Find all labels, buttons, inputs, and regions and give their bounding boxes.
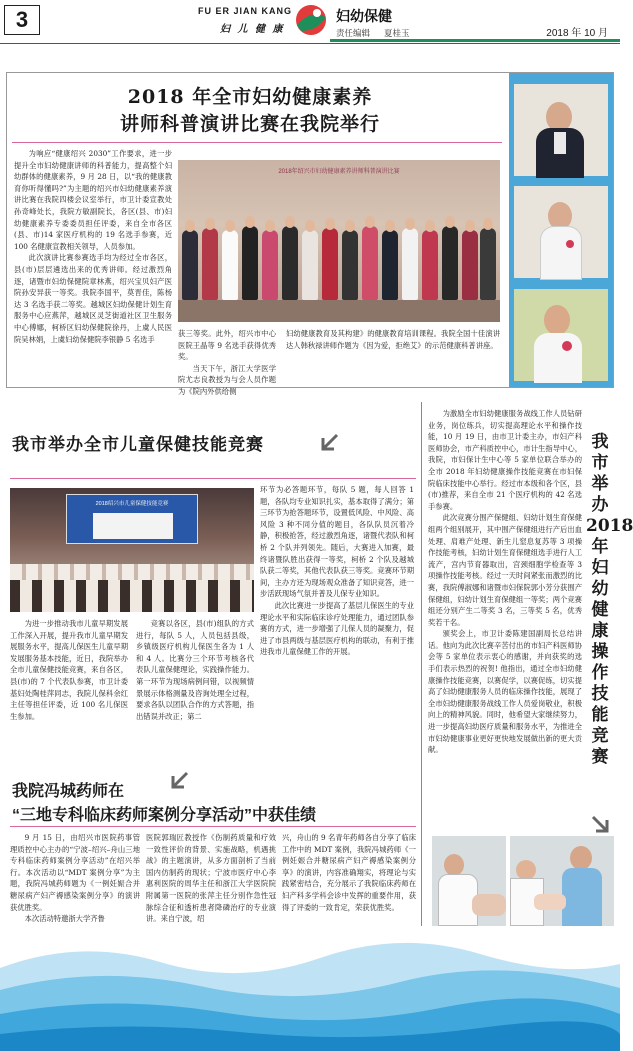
article2-column3 (260, 484, 414, 768)
projection-screen (66, 494, 198, 544)
masthead-english: FU ER JIAN KANG (198, 6, 293, 16)
article1-column2 (178, 328, 276, 396)
article4-rule (10, 826, 416, 827)
article2-rule (10, 478, 416, 479)
editor-label: 责任编辑 (336, 28, 371, 38)
competition-photo-left (432, 836, 506, 926)
page-header (0, 0, 620, 44)
speaker-photo-3 (514, 289, 608, 381)
article4-title-line1: 我院冯城药师在 (12, 783, 125, 800)
column-divider (421, 402, 422, 926)
article3-col1-para3: 颁奖会上，市卫计委陈建国副局长总结讲话。他向为此次比赛辛苦付出的市妇产科医师协会等 5 家单位表示衷心的感谢，并向获奖的选手们表示热烈的祝贺! 他指出，通过全市妇幼健康操作技能竞赛，以赛促学，以赛促练，切实提高了妇幼健康服务人员的临床操作技能，展现了全市妇幼健康服务战线工作人员爱岗敬业，积极向上的精神风貌。同时，他希望大家继续努力，进一步提高妇幼医疗质量和服务水平，为推进全市妇幼健康事业更好更快地发展做出新的更大贡献。 (428, 629, 582, 755)
article1-col2-para1: 获三等奖。此外，绍兴市中心医院王晶等 9 名选手获得优秀奖。 (178, 329, 276, 362)
group-photo-banner: 2018年绍兴市妇幼健康素养讲师科普演讲比赛 (278, 169, 400, 175)
article4-col3-para1: 兴，舟山的 9 名青年药师各自分享了临床工作中的 MDT 案例，我院冯城药师《一例妊娠合并糖尿病产妇产褥感染案例分享》的演讲，内容准确翔实，将理论与实践紧密结合，充分展示了我院临床药师在妇产科多学科会诊中发挥的重要作用，获得了评委的一致肯定，荣获优胜奖。 (282, 833, 416, 912)
article2-column1 (10, 618, 128, 768)
article4-column2 (146, 832, 276, 928)
logo-icon (293, 3, 329, 37)
article1-column1 (14, 148, 172, 384)
article3-col1-para2: 此次竞赛分围产保健组、妇幼计划生育保健组两个组别展开，其中围产保健组进行产后出血处理、肩难产处理、新生儿窒息复苏等 3 项操作技能考核，妇幼计划生育保健组选手进行人工流产，宫内节育器取出，宫颈细胞学检查等 3 项操作技能考核。经过一天时间紧张而激烈的比赛，我院傅淑娜和诸暨市妇保院郭小芳分获围产保健组，妇幼计划生育保健组一等奖；两个竞赛组还分别产生二等奖 3 名，三等奖 5 名，优秀奖若干名。 (428, 513, 582, 627)
article4-col2-para1: 医院郭瑞匠教授作《伤制药质量和疗效一致性评价的背景、实施战略，机遇挑战》的主题演讲，从多方面剖析了当前国内仿制药的现状；宁波市医疗中心李惠利医院的周华主任和浙江大学医院院附属第一医院的张萍主任分别作急性冠脉综合征和透析患者降磷治疗的专业演讲。来自宁波，绍 (146, 833, 276, 924)
arrow-down-right-icon (590, 814, 612, 836)
article1-title-line2: 讲师科普演讲比赛在我院举行 (119, 113, 380, 135)
article1-column3 (286, 328, 500, 384)
decorative-wave-footer (0, 928, 620, 1051)
article1-rule (12, 142, 502, 143)
article4-col1-para2: 本次活动特邀浙大学齐鲁 (24, 914, 105, 924)
group-award-photo (178, 160, 500, 322)
article1-col1-para1: 为响应“健康绍兴 2030”工作要求，进一步提升全市妇幼健康讲师的科普能力，提高整个妇幼群体的健康素养，9 月 28 日，以“我的健康教育你听得懂吗?”为主题的绍兴市妇幼健康素养演讲比赛在我院四楼会议室举行，市卫计委宣教处孙奇峰处长，我院方敏副院长，各区(县、市)妇幼健康素养专委委员担任评委，来自全市各区(县、市)14 家医疗机构的 19 名选手参赛，近 100 名健康宣教相关领导，人员参加。 (14, 149, 172, 251)
arrow-down-left-icon (168, 770, 190, 792)
screen-caption: 2018绍兴市儿童保健技能竞赛 (95, 501, 169, 507)
article4-column3 (282, 832, 416, 928)
header-accent-bar (330, 39, 620, 42)
issue-date: 2018 年 10 月 (546, 28, 608, 39)
article2-column2 (136, 618, 254, 768)
article2-col3-para1: 环节为必答题环节，每队 5 题，每人回答 1 题，各队均专业知识扎实，基本取得了满分；第三环节为抢答题环节，设置低风险、中风险、高风险 3 种不同分值的题目，各队队员沉着冷静，积极抢答，经过激烈角逐，诸暨代表队和柯桥 2 个队并列领先。随后，大赛进入加赛，最终诸暨队胜出获得一等奖，柯桥 2 个队及越城队获二等奖，其他代表队获三等奖。竞赛环节期间，主办方还为现场观众准备了知识竞答，进一步活跃现场气氛并普及儿保专业知识。 (260, 485, 414, 599)
editor-name: 夏桂玉 (384, 28, 410, 38)
article1-col3-para1: 妇幼健康教育及其构建》的健康教育培训课程。我院全国十佳演讲达人韩秋禄讲师作题为《因为爱，拒绝艾》的示范健康科普讲座。 (286, 329, 500, 350)
article2-title: 我市举办全市儿童保健技能竞赛 (12, 435, 264, 454)
section-title: 妇幼保健 (336, 8, 392, 24)
article2-col3-para2: 此次比赛进一步提高了基层儿保医生的专业理论水平和实际临床诊疗处理能力，通过团队参赛的方式，进一步增强了儿保人员的凝聚力，促进了市县两级与基层医疗机构的联动，有利于推进我市儿童保健工作的开展。 (260, 600, 414, 657)
page-number: 3 (4, 5, 40, 35)
article1-title-line1: 2018 年全市妇幼健康素养 (127, 86, 373, 108)
conference-photo (10, 488, 254, 612)
article2-col1-para1: 为进一步推动我市儿童早期发展工作深入开展，提升我市儿童早期发展服务水平，提高儿保医生儿童早期发展服务基本技能，近日，我院举办全市儿童保健技能竞赛，来自各区，县(市)的 7 个代表队参赛，市卫计委基妇处陶桂萍同志，我院儿保科余红主任等担任评委，近 100 名儿保医生参加。 (10, 619, 128, 721)
article4-title-line2: “三地专科临床药师案例分享活动”中获佳绩 (12, 807, 317, 824)
article2-col2-para1: 竞赛以各区，县(市)组队的方式进行，每队 5 人，人员包括县级，乡镇级医疗机构儿保医生各为 1 人和 4 人。比赛分三个环节考核各代表队儿童保健理论，实践操作能力。第一环节为现场病例问错，以视频情景展示体格测量及咨询处理全过程，要求各队以团队合作的方式答题，指出错误并改正；第二 (136, 619, 254, 721)
article3-title: 我市举办 2018 年妇幼健康操作技能竞赛 (586, 432, 633, 767)
speaker-photo-1 (514, 84, 608, 176)
arrow-down-left-icon (318, 432, 340, 454)
masthead-chinese: 妇 儿 健 康 (220, 24, 285, 35)
speaker-photo-2 (514, 186, 608, 278)
article1-title (30, 84, 470, 138)
article1-col1-para2: 此次演讲比赛参赛选手均为经过全市各区，县(市)层层遴选出来的优秀讲师。经过激烈角逐，诸暨市妇幼保健院章林燕，绍兴宝贝妇产医院孙安异获一等奖。我院李国平，莫晋佳，陈杨达 3 名选手获二等奖。越城区妇幼保健计划生育服务中心应燕萍，越城区灵芝街道社区卫生服务中心傅娜，柯桥区妇幼保健院徐丹，上虞人民医院吴林娟，上虞妇幼保健院李银静 5 名选手 (14, 253, 172, 344)
article3-col1-para1: 为激励全市妇幼健康服务战线工作人员钻研业务，岗位练兵，切实提高理论水平和操作技能，10 月 19 日，由市卫计委主办，市妇产科医师协会，市产科质控中心，市计生指导中心，我院，市妇保计生中心等 5 家单位联合举办的全市 2018 年妇幼健康操作技能竞赛在市妇保院临床技能中心举行。经过市本级和各个区，县(市)推荐，来自全市 21 个医疗机构的 42 名选手参赛。 (428, 409, 582, 511)
article1-col2-para2: 当天下午，浙江大学医学院尤志良教授为与会人员作题为《院内外供给侧 (178, 363, 276, 396)
competition-photo-right (510, 836, 614, 926)
article4-col1-para1: 9 月 15 日，由绍兴市医院药事管理质控中心主办的“宁波–绍兴–舟山三地专科临床药师案例分享活动”在绍兴举行。本次活动以“MDT 案例分享”为主题，我院冯城药师题为《一例妊娠合并糖尿病产妇产褥感染案例分享》的演讲获优胜奖。 (10, 833, 140, 912)
article3-column1 (428, 408, 582, 828)
article4-column1 (10, 832, 140, 928)
